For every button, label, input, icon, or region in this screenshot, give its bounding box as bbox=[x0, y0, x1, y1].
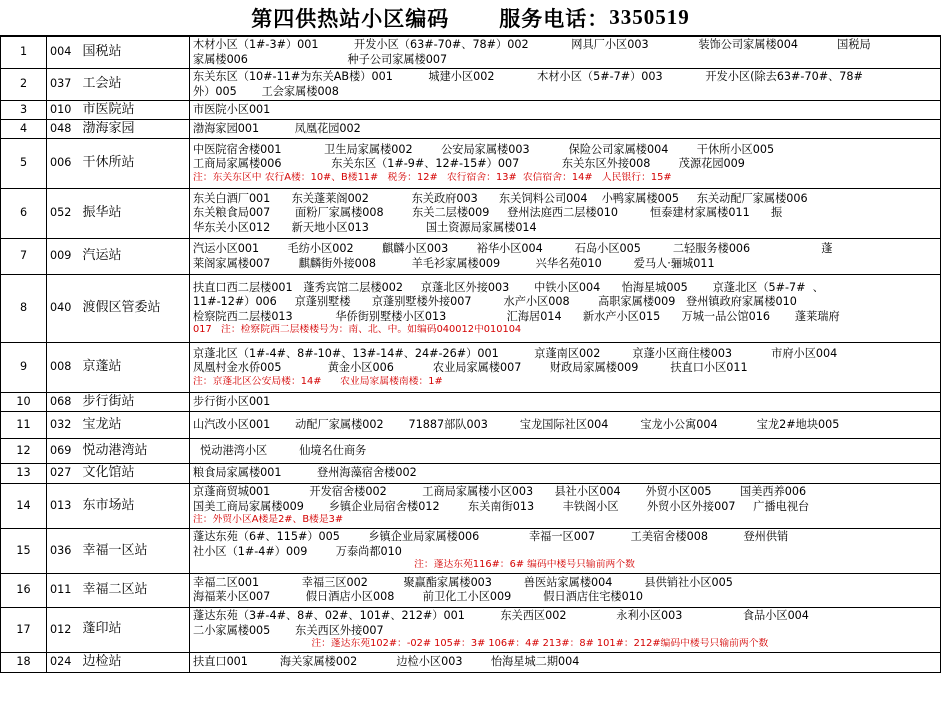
table-row bbox=[1, 189, 941, 239]
table-row bbox=[1, 37, 941, 69]
area-line: 汽运小区001 毛纺小区002 麒麟小区003 裕华小区004 石岛小区005 二轻服务楼006 蓬 bbox=[193, 242, 833, 256]
station-name: 汽运站 bbox=[81, 239, 190, 275]
station-name: 国税站 bbox=[81, 37, 190, 69]
station-name: 工会站 bbox=[81, 69, 190, 101]
station-code: 010 bbox=[47, 101, 81, 120]
station-code: 052 bbox=[47, 189, 81, 239]
area-note: 注：蓬达东苑102#：-02# 105#：3# 106#：4# 213#：8# 101#：212#编码中楼号只输前两个数 bbox=[193, 638, 769, 650]
row-number: 14 bbox=[1, 484, 47, 529]
station-code: 008 bbox=[47, 343, 81, 393]
row-number: 1 bbox=[1, 37, 47, 69]
row-number: 15 bbox=[1, 529, 47, 574]
table-row bbox=[1, 464, 941, 484]
area-list bbox=[190, 464, 941, 484]
station-name: 幸福一区站 bbox=[81, 529, 190, 574]
area-line: 莱阁家属楼007 麒麟街外接008 羊毛衫家属楼009 兴华名苑010 爱马人·骊城011 bbox=[193, 256, 715, 270]
table-row bbox=[1, 139, 941, 189]
area-line: 京蓬商贸城001 开发宿舍楼002 工商局家属楼小区003 县社小区004 外贸小区005 国美西养006 bbox=[193, 485, 807, 499]
table-row bbox=[1, 607, 941, 652]
table-row bbox=[1, 120, 941, 139]
area-note: 017 注：检察院西二层楼楼号为：南、北、中。如编码040012中010104 bbox=[193, 324, 522, 336]
area-list bbox=[190, 37, 941, 69]
area-line: 华东关小区012 新天地小区013 国土资源局家属楼014 bbox=[193, 221, 537, 235]
row-number: 17 bbox=[1, 607, 47, 652]
station-name: 渤海家园 bbox=[81, 120, 190, 139]
station-code: 009 bbox=[47, 239, 81, 275]
table-row bbox=[1, 343, 941, 393]
station-name: 幸福二区站 bbox=[81, 573, 190, 607]
table-row bbox=[1, 652, 941, 672]
station-table-body bbox=[1, 37, 941, 673]
row-number: 10 bbox=[1, 393, 47, 412]
area-note: 注：京蓬北区公安局楼：14# 农业局家属楼南楼：1# bbox=[193, 375, 443, 387]
area-line: 市医院小区001 bbox=[193, 102, 271, 116]
area-list bbox=[190, 393, 941, 412]
area-note: 注：蓬达东苑116#：6# 编码中楼号只输前两个数 bbox=[193, 559, 635, 571]
table-row bbox=[1, 412, 941, 439]
area-list bbox=[190, 69, 941, 101]
area-line: 木材小区（1#-3#）001 开发小区（63#-70#、78#）002 网具厂小区003 装饰公司家属楼004 国税局 bbox=[193, 38, 871, 51]
area-line: 京蓬北区（1#-4#、8#-10#、13#-14#、24#-26#）001 京蓬南区002 京蓬小区商住楼003 市府小区004 bbox=[193, 346, 838, 360]
area-line: 工商局家属楼006 东关东区（1#-9#、12#-15#）007 东关东区外接008 茂源花园009 bbox=[193, 157, 745, 171]
area-list bbox=[190, 652, 941, 672]
table-row bbox=[1, 484, 941, 529]
area-line: 海福莱小区007 假日酒店小区008 前卫化工小区009 假日酒店住宅楼010 bbox=[193, 590, 643, 604]
station-name: 边检站 bbox=[81, 652, 190, 672]
table-row bbox=[1, 573, 941, 607]
station-name: 蓬印站 bbox=[81, 607, 190, 652]
area-list bbox=[190, 343, 941, 393]
page-title bbox=[0, 0, 941, 36]
station-code: 069 bbox=[47, 439, 81, 464]
station-code: 024 bbox=[47, 652, 81, 672]
area-line: 社小区（1#-4#）009 万泰尚都010 bbox=[193, 544, 402, 558]
area-list bbox=[190, 412, 941, 439]
area-line: 凤凰村金水侨005 黄金小区006 农业局家属楼007 财政局家属楼009 扶直口小区011 bbox=[193, 361, 748, 375]
area-line: 蓬达东苑（3#-4#、8#、02#、101#、212#）001 东关西区002 永利小区003 食品小区004 bbox=[193, 608, 809, 622]
station-code: 068 bbox=[47, 393, 81, 412]
station-name: 悦动港湾站 bbox=[81, 439, 190, 464]
area-line: 渤海家园001 凤凰花园002 bbox=[193, 121, 361, 135]
area-list bbox=[190, 484, 941, 529]
row-number: 7 bbox=[1, 239, 47, 275]
area-line: 悦动港湾小区 仙境名仕商务 bbox=[193, 443, 367, 457]
row-number: 16 bbox=[1, 573, 47, 607]
station-name: 振华站 bbox=[81, 189, 190, 239]
area-line: 外）005 工会家属楼008 bbox=[193, 84, 339, 98]
row-number: 2 bbox=[1, 69, 47, 101]
station-table bbox=[0, 36, 941, 673]
table-row bbox=[1, 239, 941, 275]
area-list bbox=[190, 573, 941, 607]
station-name: 渡假区管委站 bbox=[81, 275, 190, 343]
area-line: 山汽改小区001 动配厂家属楼002 71887部队003 宝龙国际社区004 宝龙小公寓004 宝龙2#地块005 bbox=[193, 417, 840, 431]
area-line: 步行街小区001 bbox=[193, 394, 271, 408]
area-list bbox=[190, 607, 941, 652]
area-line: 检察院西二层楼013 华侨街别墅楼小区013 汇海居014 新水产小区015 万城一品公馆016 蓬莱瑞府 bbox=[193, 309, 840, 323]
table-row bbox=[1, 69, 941, 101]
table-row bbox=[1, 275, 941, 343]
area-list bbox=[190, 529, 941, 574]
area-note: 注：东关东区中 农行A楼：10#、B楼11# 税务：12# 农行宿舍：13# 农信宿舍：14# 人民银行：15# bbox=[193, 171, 672, 183]
row-number: 4 bbox=[1, 120, 47, 139]
area-list bbox=[190, 239, 941, 275]
area-list bbox=[190, 120, 941, 139]
area-line: 扶直口001 海关家属楼002 边检小区003 怡海星城二期004 bbox=[193, 655, 580, 669]
station-code: 006 bbox=[47, 139, 81, 189]
station-code: 048 bbox=[47, 120, 81, 139]
station-code: 036 bbox=[47, 529, 81, 574]
row-number: 13 bbox=[1, 464, 47, 484]
station-code: 013 bbox=[47, 484, 81, 529]
phone-number: 3350519 bbox=[609, 5, 690, 29]
station-name: 市医院站 bbox=[81, 101, 190, 120]
area-line: 国美工商局家属楼009 乡镇企业局宿舍楼012 东关南街013 丰铁阁小区 外贸小区外接007 广播电视台 bbox=[193, 499, 810, 513]
area-list bbox=[190, 439, 941, 464]
title-text: 第四供热站小区编码 bbox=[251, 6, 450, 31]
row-number: 11 bbox=[1, 412, 47, 439]
area-line: 扶直口西二层楼001 蓬秀宾馆二层楼002 京蓬北区外接003 中铁小区004 怡海星城005 京蓬北区（5#-7# 、 bbox=[193, 280, 824, 294]
area-line: 二小家属楼005 东关西区外接007 bbox=[193, 623, 384, 637]
area-list bbox=[190, 275, 941, 343]
station-code: 040 bbox=[47, 275, 81, 343]
station-code: 004 bbox=[47, 37, 81, 69]
station-code: 011 bbox=[47, 573, 81, 607]
area-note: 注：外贸小区A楼是2#、B楼是3# bbox=[193, 514, 344, 526]
row-number: 8 bbox=[1, 275, 47, 343]
area-list bbox=[190, 189, 941, 239]
station-name: 文化馆站 bbox=[81, 464, 190, 484]
area-line: 东关粮食局007 面粉厂家属楼008 东关二层楼009 登州法庭西二层楼010 恒泰建材家属楼011 振 bbox=[193, 206, 783, 220]
area-line: 中医院宿舍楼001 卫生局家属楼002 公安局家属楼003 保险公司家属楼004 干休所小区005 bbox=[193, 142, 775, 156]
station-name: 京蓬站 bbox=[81, 343, 190, 393]
row-number: 9 bbox=[1, 343, 47, 393]
station-name: 宝龙站 bbox=[81, 412, 190, 439]
station-code: 027 bbox=[47, 464, 81, 484]
station-code: 012 bbox=[47, 607, 81, 652]
row-number: 18 bbox=[1, 652, 47, 672]
area-line: 11#-12#）006 京蓬别墅楼 京蓬别墅楼外接007 水产小区008 高职家属楼009 登州镇政府家属楼010 bbox=[193, 295, 797, 309]
station-name: 东市场站 bbox=[81, 484, 190, 529]
area-list bbox=[190, 101, 941, 120]
row-number: 5 bbox=[1, 139, 47, 189]
area-line: 家属楼006 种子公司家属楼007 bbox=[193, 52, 448, 66]
area-line: 蓬达东苑（6#、115#）005 乡镇企业局家属楼006 幸福一区007 工美宿舍楼008 登州供销 bbox=[193, 530, 789, 544]
station-code: 037 bbox=[47, 69, 81, 101]
area-line: 东关白酒厂001 东关蓬莱阁002 东关政府003 东关饲料公司004 小鸭家属楼005 东关动配厂家属楼006 bbox=[193, 191, 808, 205]
table-row bbox=[1, 101, 941, 120]
area-list bbox=[190, 139, 941, 189]
station-code: 032 bbox=[47, 412, 81, 439]
area-line: 粮食局家属楼001 登州海藻宿舍楼002 bbox=[193, 466, 417, 480]
table-row bbox=[1, 529, 941, 574]
row-number: 6 bbox=[1, 189, 47, 239]
area-line: 幸福二区001 幸福三区002 聚赢酯家属楼003 兽医站家属楼004 县供销社小区005 bbox=[193, 575, 733, 589]
station-name: 干休所站 bbox=[81, 139, 190, 189]
row-number: 3 bbox=[1, 101, 47, 120]
table-row bbox=[1, 439, 941, 464]
row-number: 12 bbox=[1, 439, 47, 464]
station-name: 步行街站 bbox=[81, 393, 190, 412]
phone-label: 服务电话： bbox=[499, 6, 610, 31]
table-row bbox=[1, 393, 941, 412]
area-line: 东关东区（10#-11#为东关AB楼）001 城建小区002 木材小区（5#-7#）003 开发小区(除去63#-70#、78# bbox=[193, 70, 863, 84]
